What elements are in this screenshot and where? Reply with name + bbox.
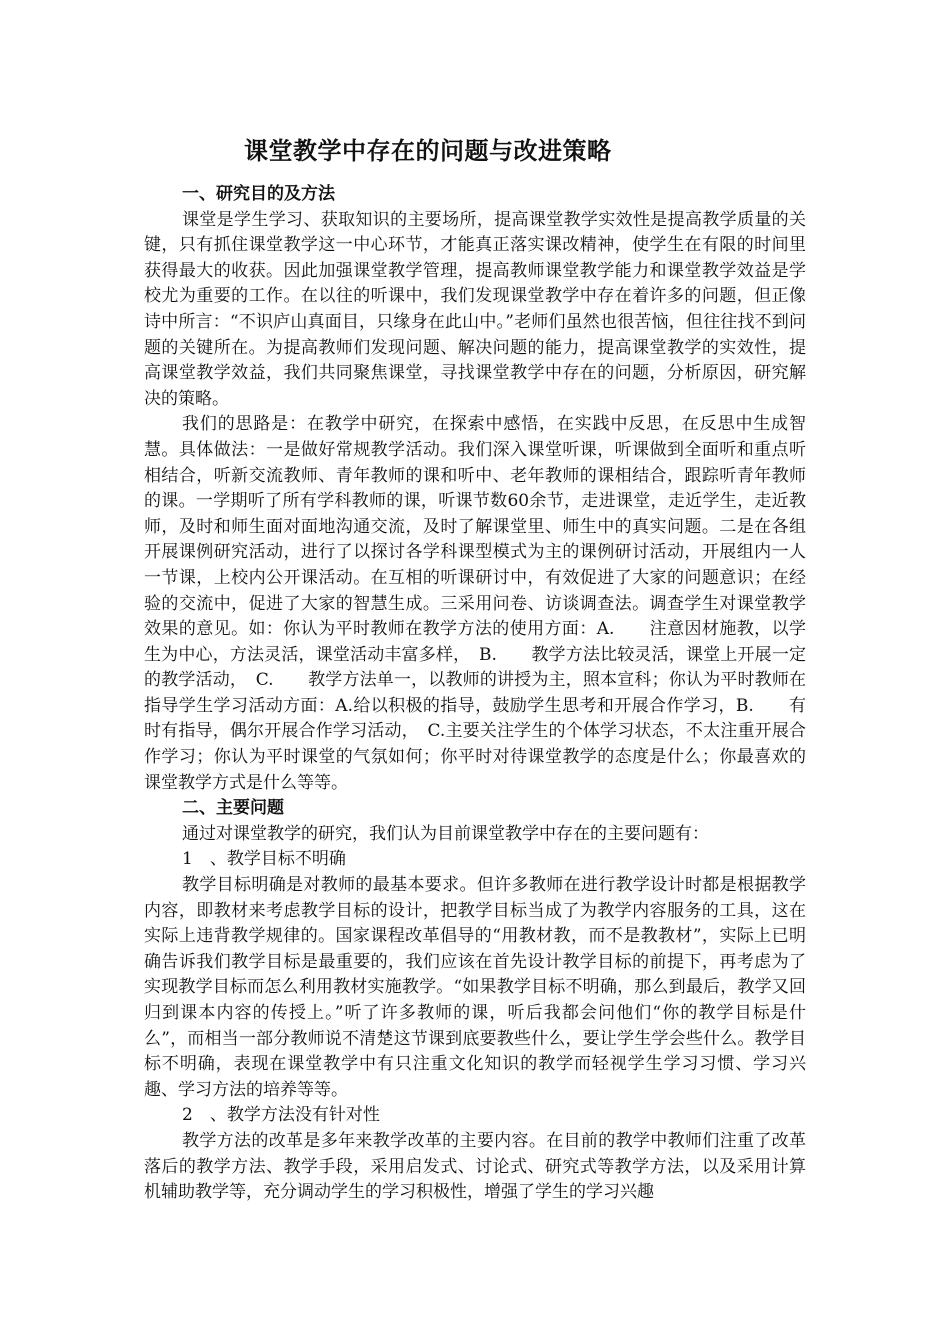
body-paragraph: 教学方法的改革是多年来教学改革的主要内容。在目前的教学中教师们注重了改革落后的教学方法、教学手段，采用启发式、讨论式、研究式等教学方法，以及采用计算机辅助教学等，充分调动学生的学习积极性，增强了学生的学习兴趣 bbox=[144, 1130, 806, 1203]
document-body bbox=[144, 182, 806, 1206]
section-heading: 二、主要问题 bbox=[182, 798, 284, 819]
document-title: 课堂教学中存在的问题与改进策略 bbox=[244, 136, 612, 165]
body-paragraph: 2 、教学方法没有针对性 bbox=[182, 1105, 380, 1126]
body-paragraph: 课堂是学生学习、获取知识的主要场所，提高课堂教学实效性是提高教学质量的关键，只有抓住课堂教学这一中心环节，才能真正落实课改精神，使学生在有限的时间里获得最大的收获。因此加强课堂教学管理，提高教师课堂教学能力和课堂教学效益是学校尤为重要的工作。在以往的听课中，我们发现课堂教学中存在着许多的问题，但正像诗中所言：“不识庐山真面目，只缘身在此山中。”老师们虽然也很苦恼，但往往找不到问题的关键所在。为提高教师们发现问题、解决问题的能力，提高课堂教学的实效性，提高课堂教学效益，我们共同聚焦课堂，寻找课堂教学中存在的问题，分析原因，研究解决的策略。 bbox=[144, 209, 806, 409]
section-heading: 一、研究目的及方法 bbox=[182, 184, 335, 204]
body-paragraph: 通过对课堂教学的研究，我们认为目前课堂教学中存在的主要问题有： bbox=[182, 823, 709, 844]
document-page bbox=[144, 128, 806, 1206]
body-paragraph: 我们的思路是：在教学中研究，在探索中感悟，在实践中反思，在反思中生成智慧。具体做法：一是做好常规教学活动。我们深入课堂听课，听课做到全面听和重点听相结合，听新交流教师、青年教师的课和听中、老年教师的课相结合，跟踪听青年教师的课。一学期听了所有学科教师的课，听课节数60余节，走进课堂，走近学生，走近教师，及时和师生面对面地沟通交流，及时了解课堂里、师生中的真实问题。二是在各组开展课例研究活动，进行了以探讨各学科课型模式为主的课例研讨活动，开展组内一人一节课，上校内公开课活动。在互相的听课研讨中，有效促进了大家的问题意识；在经验的交流中，促进了大家的智慧生成。三采用问卷、访谈调查法。调查学生对课堂教学效果的意见。如：你认为平时教师在教学方法的使用方面：A. 注意因材施教，以学生为中心，方法灵活，课堂活动丰富多样， B. 教学方法比较灵活，课堂上开展一定的教学活动， C. 教学方法单一，以教师的讲授为主，照本宣科；你认为平时教师在指导学生学习活动方面：A.给以积极的指导，鼓励学生思考和开展合作学习，B. 有时有指导，偶尔开展合作学习活动， C.主要关注学生的个体学习状态，不太注重开展合作学习；你认为平时课堂的气氛如何；你平时对待课堂教学的态度是什么；你最喜欢的课堂教学方式是什么等等。 bbox=[144, 414, 806, 793]
body-paragraph: 教学目标明确是对教师的最基本要求。但许多教师在进行教学设计时都是根据教学内容，即教材来考虑教学目标的设计，把教学目标当成了为教学内容服务的工具，这在实际上违背教学规律的。国家课程改革倡导的“用教材教，而不是教教材”，实际上已明确告诉我们教学目标是最重要的，我们应该在首先设计教学目标的前提下，再考虑为了实现教学目标而怎么利用教材实施教学。“如果教学目标不明确，那么到最后，教学又回归到课本内容的传授上。”听了许多教师的课，听后我都会问他们“你的教学目标是什么”，而相当一部分教师说不清楚这节课到底要教些什么，要让学生学会些什么。教学目标不明确，表现在课堂教学中有只注重文化知识的教学而轻视学生学习习惯、学习兴趣、学习方法的培养等等。 bbox=[144, 875, 806, 1100]
body-paragraph: 1 、教学目标不明确 bbox=[182, 849, 346, 870]
